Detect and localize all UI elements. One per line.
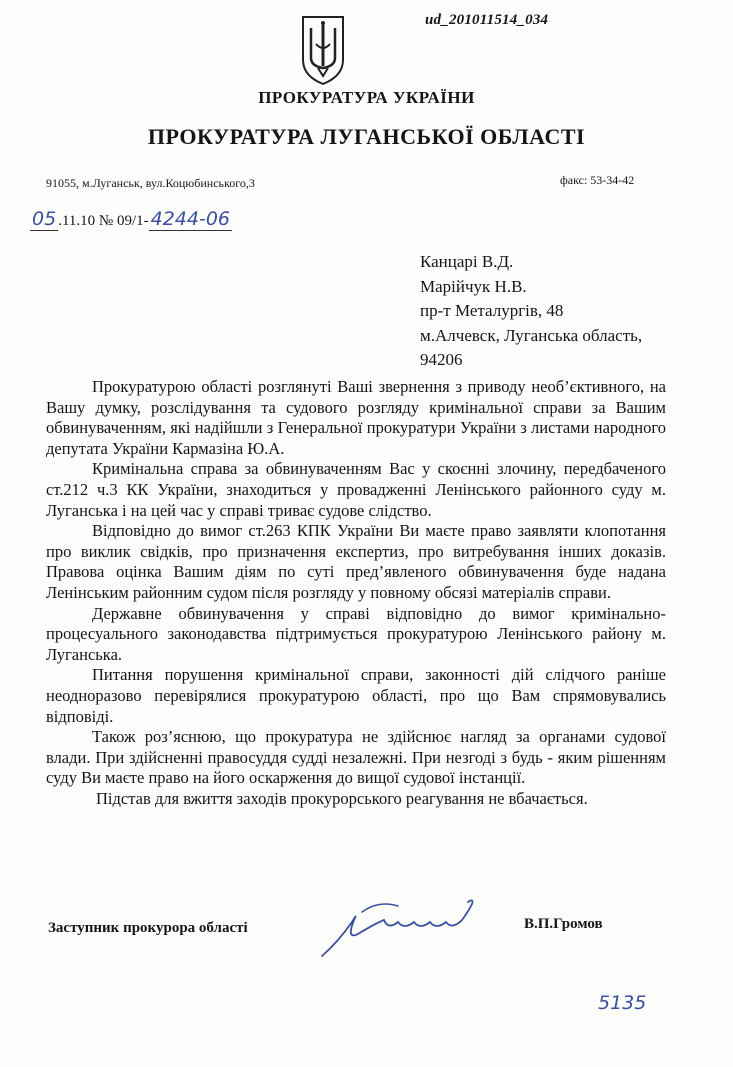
- recipient-line: м.Алчевск, Луганська область,: [420, 325, 643, 345]
- body-paragraph: Відповідно до вимог ст.263 КПК України Ви маєте право заявляти клопотання про виклик свідків, про призначення експертиз, про витребування інших доказів. Правова оцінка Вашим діям по суті пред’явленого обвинувачення буде надана Ленінським районним судом після розгляду у повному обсязі матеріалів справи.: [46, 521, 666, 602]
- signer-title: Заступник прокурора області: [48, 920, 248, 936]
- reference-day: 05: [32, 208, 57, 230]
- page-mark: 5135: [598, 992, 647, 1014]
- recipient-line: пр-т Металургів, 48: [420, 301, 564, 320]
- letter-body: [46, 377, 666, 809]
- body-paragraph: Прокуратурою області розглянуті Ваші звернення з приводу необ’єктивного, на Вашу думку, розслідування та судового розгляду кримінальної справи за Вашим обвинуваченням, які надійшли з Генеральної прокуратури України з листами народного депутата України Кармазіна Ю.А.: [46, 377, 666, 458]
- body-paragraph: Також роз’яснюю, що прокуратура не здійснює нагляд за органами судової влади. При здійсненні правосуддя судді незалежні. При незгоді з будь - яким рішенням суду Ви маєте право на його оскарження до вищої судової інстанції.: [46, 727, 666, 788]
- reference-number: 4244-06: [150, 208, 230, 230]
- body-paragraph: Кримінальна справа за обвинуваченням Вас у скоєнні злочину, передбаченого ст.212 ч.3 КК України, знаходиться у провадженні Ленінського районного суду м. Луганська і на цей час у справі триває судове слідство.: [46, 459, 666, 520]
- recipient-line: Марійчук Н.В.: [420, 276, 527, 296]
- org-address: 91055, м.Луганськ, вул.Коцюбинського,3: [46, 176, 255, 190]
- org-fax: факс: 53-34-42: [560, 173, 635, 187]
- reference-date-rest: .11.10 № 09/1-: [58, 213, 149, 229]
- body-paragraph: Державне обвинувачення у справі відповідно до вимог кримінально-процесуального законодавства підтримується прокуратурою Ленінського району м. Луганська.: [46, 603, 666, 664]
- org-name-main: ПРОКУРАТУРА ЛУГАНСЬКОЇ ОБЛАСТІ: [147, 124, 586, 149]
- outgoing-reference: [30, 208, 232, 231]
- org-name-top: ПРОКУРАТУРА УКРАЇНИ: [258, 88, 475, 107]
- tryzub-emblem-icon: [300, 14, 346, 86]
- body-paragraph: Питання порушення кримінальної справи, законності дій слідчого раніше неодноразово перевірялися прокуратурою області, про що Вам спрямовувались відповіді.: [46, 665, 666, 726]
- recipient-line: 94206: [420, 350, 463, 369]
- body-paragraph: Підстав для вжиття заходів прокурорського реагування не вбачається.: [96, 788, 588, 808]
- document-id: ud_201011514_034: [425, 12, 549, 28]
- signature-icon: [318, 890, 498, 962]
- signer-name: В.П.Громов: [524, 916, 603, 932]
- recipient-line: Канцарі В.Д.: [420, 252, 514, 271]
- recipient-block: [420, 250, 642, 373]
